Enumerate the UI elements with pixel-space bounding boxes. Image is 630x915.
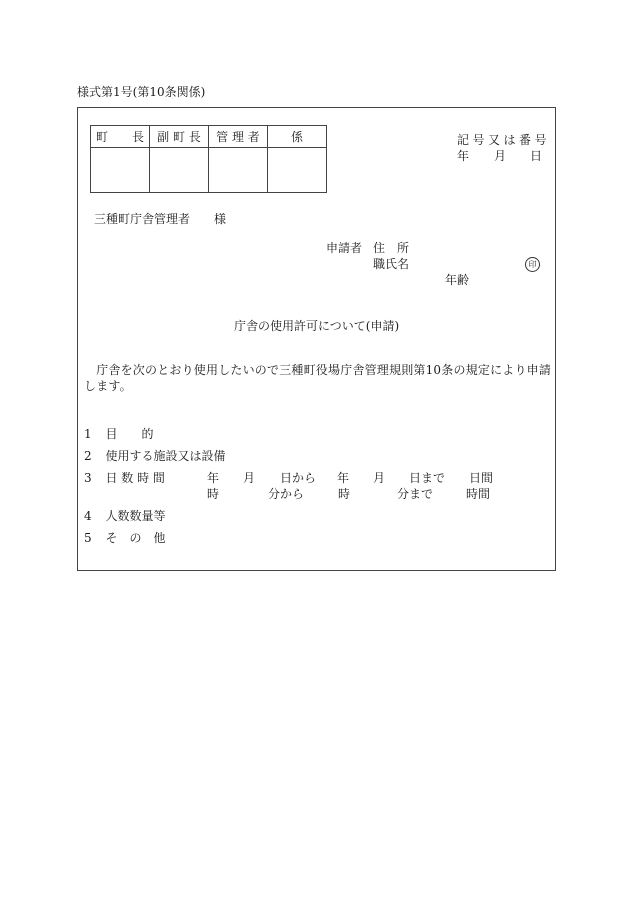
item-1	[84, 427, 153, 441]
item-number: 3	[84, 471, 92, 485]
schedule-to-year: 年	[337, 471, 350, 485]
schedule-from-year: 年	[207, 471, 220, 485]
item-label: 日 数 時 間	[105, 471, 165, 485]
item-label: 使用する施設又は設備	[105, 449, 226, 463]
item-3	[84, 471, 165, 485]
applicant-label: 申請者	[326, 241, 363, 255]
schedule-from-day: 日から	[280, 471, 317, 485]
form-label: 様式第1号(第10条関係)	[77, 85, 206, 99]
item-5	[84, 531, 165, 545]
seal-icon: 印	[525, 257, 540, 272]
approval-header-deputy-mayor: 副 町 長	[150, 126, 209, 148]
approval-header-mayor: 町 長	[91, 126, 150, 148]
schedule-to-day: 日まで	[409, 471, 446, 485]
item-4	[84, 509, 165, 523]
approval-cell-staff	[268, 148, 327, 193]
reference-number-label: 記号又は番号	[457, 133, 551, 147]
schedule-hour-count: 時間	[466, 487, 491, 501]
applicant-name-label: 職氏名	[373, 257, 410, 271]
schedule-from-month: 月	[243, 471, 256, 485]
approval-cell-mayor	[91, 148, 150, 193]
schedule-to-month: 月	[373, 471, 386, 485]
reference-date-day: 日	[530, 149, 543, 163]
applicant-age-label: 年齢	[445, 273, 470, 287]
item-number: 2	[84, 449, 92, 463]
body-text: 庁舎を次のとおり使用したいので三種町役場庁舎管理規則第10条の規定により申請します。	[84, 363, 552, 393]
item-label: そ の 他	[105, 531, 166, 545]
applicant-address-label: 住 所	[373, 241, 410, 255]
item-label: 人数数量等	[105, 509, 166, 523]
approval-cell-manager	[209, 148, 268, 193]
reference-date-month: 月	[494, 149, 507, 163]
approval-stamp-table	[90, 125, 327, 193]
schedule-day-count: 日間	[469, 471, 494, 485]
document-title: 庁舎の使用許可について(申請)	[234, 319, 400, 333]
addressee: 三種町庁舎管理者 様	[94, 212, 227, 226]
approval-header-manager: 管 理 者	[209, 126, 268, 148]
item-number: 1	[84, 427, 92, 441]
item-label: 目 的	[105, 427, 154, 441]
approval-header-staff: 係	[268, 126, 327, 148]
approval-cell-deputy-mayor	[150, 148, 209, 193]
schedule-from-hour: 時	[207, 487, 220, 501]
schedule-from-minute: 分から	[268, 487, 305, 501]
item-number: 5	[84, 531, 92, 545]
item-number: 4	[84, 509, 92, 523]
reference-date-year: 年	[457, 149, 470, 163]
item-2	[84, 449, 225, 463]
schedule-to-minute: 分まで	[397, 487, 434, 501]
schedule-to-hour: 時	[338, 487, 351, 501]
